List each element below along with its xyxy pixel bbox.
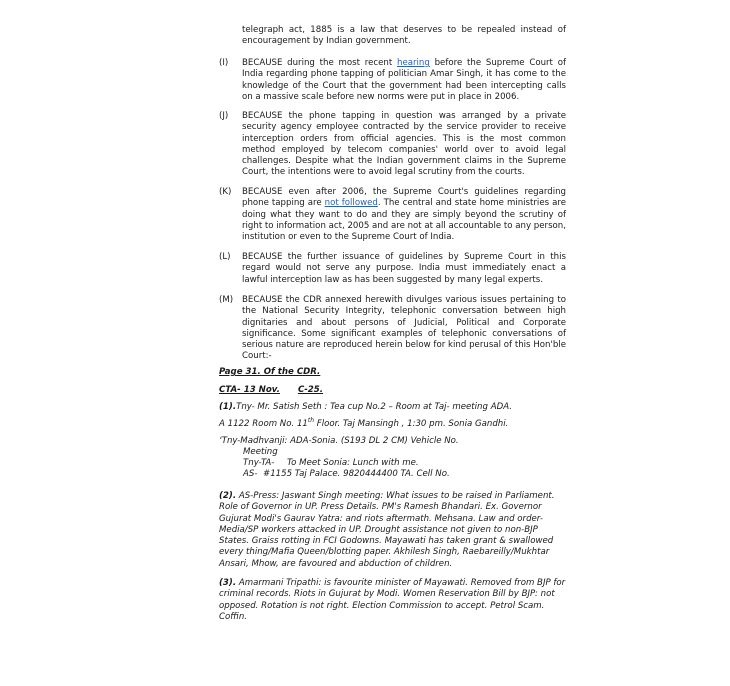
- clause-text: BECAUSE the phone tapping in question was arranged by a private security agency employee contracted by the service provider to receive interception orders from official agencies. This is the most common method employed by telecom companies' world over to avoid legal challenges. Despite what the Indian government claims in the Supreme Court, the intentions were to avoid legal scrutiny from the courts.: [242, 111, 566, 178]
- clause-text-part: BECAUSE even after 2006, the Supreme Court's guidelines regarding phone tapping are: [242, 187, 566, 209]
- cdr-room-line: [219, 419, 566, 430]
- room-text-after: Floor. Taj Mansingh , 1:30 pm. Sonia Gandhi.: [314, 419, 509, 429]
- cdr-meeting-line: [219, 447, 566, 458]
- clause-text: [242, 187, 566, 243]
- meeting-text: Meeting: [243, 447, 278, 457]
- cdr-entry-2: [219, 491, 566, 570]
- cta-text: CTA- 13 Nov.: [219, 385, 280, 395]
- as-label: AS-: [243, 469, 258, 479]
- clause-label: (K): [219, 187, 232, 197]
- clause-label: (L): [219, 252, 231, 262]
- cdr-tny-ta-line: [219, 458, 566, 469]
- tny-ta-label: Tny-TA-: [243, 458, 275, 468]
- clause-text: BECAUSE the CDR annexed herewith divulges various issues pertaining to the National Security Integrity, telephonic conversation between high dignitaries and about persons of Judicial, Political and Corporate significance. Some significant examples of telephonic conversations of serious nature are reproduced herein below for kind perusal of this Hon'ble Court:-: [242, 295, 566, 362]
- tny-ta-text: To Meet Sonia: Lunch with me.: [287, 458, 419, 468]
- entry-number: (1).: [219, 402, 237, 412]
- entry-text: AS-Press: Jaswant Singh meeting: What issues to be raised in Parliament. Role of Governor in UP. Press Details. PM's Ramesh Bhandari. Ex. Governor Gujurat Modi's Gaurav Yatra: and riots aftermath. Mehsana. Law and order-Media/SP workers attacked in UP. Drought assistance not given to non-BJP States. Graiss rotting in FCI Godowns. Mayawati has taken grant & swallowed every thing/Mafia Queen/blotting paper. Akhilesh Singh, Raebareilly/Mukhtar Ansari, Mhow, are favoured and abduction of children.: [219, 491, 555, 569]
- clause-text-part: BECAUSE during the most recent: [242, 58, 397, 68]
- clause-k: [219, 187, 566, 243]
- as-text: #1155 Taj Palace. 9820444400 TA. Cell No.: [263, 469, 450, 479]
- clause-text: BECAUSE the further issuance of guidelines by Supreme Court in this regard would not serve any purpose. India must immediately enact a lawful interception law as has been suggested by many legal experts.: [242, 252, 566, 285]
- cdr-page-heading: [219, 367, 566, 378]
- clause-label: (I): [219, 58, 229, 68]
- hearing-link[interactable]: hearing: [397, 58, 430, 68]
- clause-text: [242, 58, 566, 103]
- clause-label: (M): [219, 295, 234, 305]
- clause-m: [219, 295, 566, 363]
- clause-j: [219, 111, 566, 179]
- entry-text: Amarmani Tripathi: is favourite minister of Mayawati. Removed from BJP for criminal records. Riots in Gujurat by Modi. Women Reservation Bill by BJP: not opposed. Rotation is not right. Election Commission to accept. Petrol Scam. Coffin.: [219, 578, 566, 622]
- room-sup: th: [307, 417, 315, 425]
- cdr-page-heading-text: Page 31. Of the CDR.: [219, 367, 321, 377]
- cta-code: C-25.: [297, 385, 324, 395]
- not-followed-link[interactable]: not followed: [324, 198, 378, 209]
- room-text: A 1122 Room No. 11: [219, 419, 308, 429]
- entry-number: (2).: [219, 491, 237, 501]
- madhvanji-text: ‘Tny-Madhvanji: ADA-Sonia. (S193 DL 2 CM) Vehicle No.: [219, 436, 459, 446]
- cdr-cta-line: [219, 384, 566, 396]
- cdr-entry-1: [219, 402, 566, 413]
- clause-l: [219, 252, 566, 286]
- clause-i: [219, 58, 566, 103]
- entry-number: (3).: [219, 578, 237, 588]
- intro-paragraph: telegraph act, 1885 is a law that deserves to be repealed instead of encouragement by Indian government.: [242, 25, 566, 47]
- entry-text: Tny- Mr. Satish Seth : Tea cup No.2 – Room at Taj- meeting ADA.: [236, 402, 512, 412]
- cdr-madhvanji-line: [219, 436, 566, 447]
- clause-label: (J): [219, 111, 229, 121]
- clause-text-part: before the Supreme Court of India regarding phone tapping of politician Amar Singh, it has come to the knowledge of the Court that the government had been intercepting calls on a massive scale before new norms were put in place in 2006.: [242, 58, 566, 102]
- clause-text-part: . The central and state home ministries are doing what they want to do and they are simply beyond the scrutiny of right to information act, 2005 and are not at all accountable to any person, institution or even to the Supreme Court of India.: [242, 198, 566, 243]
- cta-spacer: [280, 384, 298, 392]
- cdr-as-line: [219, 469, 566, 480]
- cdr-entry-3: [219, 578, 566, 623]
